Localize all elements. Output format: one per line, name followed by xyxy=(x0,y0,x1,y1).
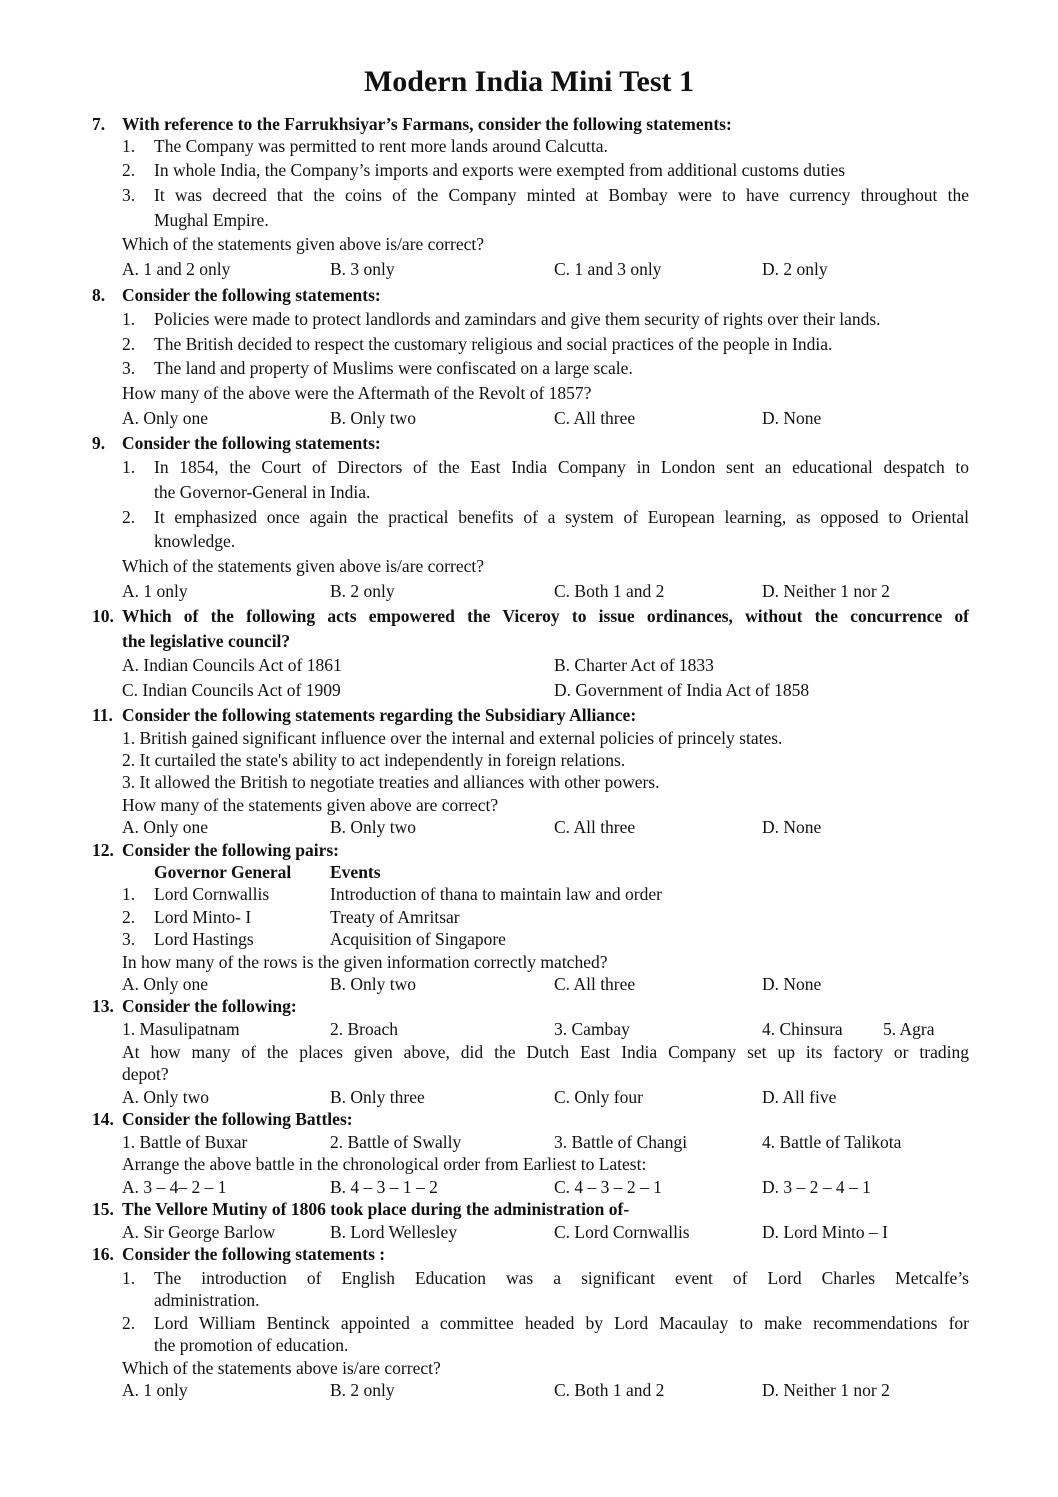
question-7 xyxy=(0,113,1058,135)
pair-row: 3. Lord Hastings Acquisition of Singapore xyxy=(122,929,506,949)
option-c[interactable]: C. Only four xyxy=(554,1087,643,1107)
question-text: With reference to the Farrukhsiyar’s Farmans, consider the following statements: xyxy=(122,114,732,134)
option-a[interactable]: A. Indian Councils Act of 1861 xyxy=(122,655,342,675)
question-text: Consider the following statements regarding the Subsidiary Alliance: xyxy=(122,705,637,725)
option-a[interactable]: A. Only one xyxy=(122,974,209,994)
question-text: Consider the following Battles: xyxy=(122,1109,353,1129)
option-d[interactable]: D. 2 only xyxy=(762,259,828,279)
question-prompt: At how many of the places given above, did the Dutch East India Company set up its factory or trading xyxy=(122,1042,969,1062)
option-a[interactable]: A. 1 only xyxy=(122,1380,188,1400)
column-header: Governor General xyxy=(154,862,292,882)
place-list: 1. Masulipatnam 2. Broach 3. Cambay 4. Chinsura 5. Agra xyxy=(122,1019,935,1039)
question-number: 7. xyxy=(92,114,106,134)
answer-options xyxy=(0,1379,1058,1401)
option-b[interactable]: B. Charter Act of 1833 xyxy=(554,655,714,675)
statement: 3. It was decreed that the coins of the Company minted at Bombay were to have currency throughout the xyxy=(122,185,969,205)
pair-row: 1. Lord Cornwallis Introduction of thana to maintain law and order xyxy=(122,884,662,904)
question-14 xyxy=(0,1108,1058,1130)
option-b[interactable]: B. 3 only xyxy=(330,259,395,279)
column-header: Events xyxy=(330,862,381,882)
option-b[interactable]: B. Only two xyxy=(330,408,417,428)
option-c[interactable]: C. All three xyxy=(554,817,636,837)
statement: 2. In whole India, the Company’s imports and exports were exempted from additional customs duties xyxy=(122,160,846,180)
statement-continuation: the Governor-General in India. xyxy=(154,482,371,502)
option-c[interactable]: C. Both 1 and 2 xyxy=(554,1380,665,1400)
option-b[interactable]: B. 2 only xyxy=(330,1380,395,1400)
option-a[interactable]: A. 3 – 4– 2 – 1 xyxy=(122,1177,227,1197)
question-prompt: How many of the above were the Aftermath of the Revolt of 1857? xyxy=(122,383,592,403)
option-d[interactable]: D. Lord Minto – I xyxy=(762,1222,888,1242)
question-number: 9. xyxy=(92,433,106,453)
option-b[interactable]: B. Only two xyxy=(330,817,417,837)
option-a[interactable]: A. Only one xyxy=(122,817,209,837)
pairs-header xyxy=(0,861,1058,883)
option-c[interactable]: C. 1 and 3 only xyxy=(554,259,662,279)
question-prompt: How many of the statements given above are correct? xyxy=(122,795,499,815)
question-number: 15. xyxy=(92,1199,114,1219)
statement: 1. The introduction of English Education was a significant event of Lord Charles Metcalfe’s xyxy=(122,1268,969,1288)
statement: 1. British gained significant influence over the internal and external policies of princely states. xyxy=(122,728,783,748)
statement: 1. In 1854, the Court of Directors of the East India Company in London sent an educational despatch to xyxy=(122,457,969,477)
option-c[interactable]: C. All three xyxy=(554,408,636,428)
question-number: 10. xyxy=(92,606,114,626)
answer-options xyxy=(0,1176,1058,1198)
option-b[interactable]: B. 2 only xyxy=(330,581,395,601)
option-a[interactable]: A. Only one xyxy=(122,408,209,428)
answer-options xyxy=(0,816,1058,838)
option-c[interactable]: C. Both 1 and 2 xyxy=(554,581,665,601)
question-number: 8. xyxy=(92,285,106,305)
question-13 xyxy=(0,995,1058,1017)
page-title: Modern India Mini Test 1 xyxy=(363,65,695,98)
question-9 xyxy=(0,432,1058,454)
option-c[interactable]: C. Indian Councils Act of 1909 xyxy=(122,680,341,700)
option-d[interactable]: D. Government of India Act of 1858 xyxy=(554,680,810,700)
option-d[interactable]: D. 3 – 2 – 4 – 1 xyxy=(762,1177,871,1197)
option-a[interactable]: A. 1 and 2 only xyxy=(122,259,231,279)
statement: 2. Lord William Bentinck appointed a committee headed by Lord Macaulay to make recommendations for xyxy=(122,1313,969,1333)
option-b[interactable]: B. Only two xyxy=(330,974,417,994)
statement: 1. Policies were made to protect landlords and zamindars and give them security of rights over their lands. xyxy=(122,309,881,329)
question-prompt: Which of the statements above is/are correct? xyxy=(122,1358,441,1378)
pair-row: 2. Lord Minto- I Treaty of Amritsar xyxy=(122,907,460,927)
answer-options xyxy=(0,654,1058,676)
question-8 xyxy=(0,284,1058,306)
option-c[interactable]: C. 4 – 3 – 2 – 1 xyxy=(554,1177,662,1197)
question-text: Consider the following statements: xyxy=(122,433,381,453)
question-text: Which of the following acts empowered the Viceroy to issue ordinances, without the concurrence of xyxy=(122,606,969,626)
statement: 2. The British decided to respect the customary religious and social practices of the people in India. xyxy=(122,334,833,354)
question-prompt-continuation: depot? xyxy=(122,1064,169,1084)
answer-options xyxy=(0,973,1058,995)
question-number: 14. xyxy=(92,1109,114,1129)
answer-options xyxy=(0,679,1058,701)
option-c[interactable]: C. All three xyxy=(554,974,636,994)
option-d[interactable]: D. None xyxy=(762,408,822,428)
statement-continuation: administration. xyxy=(154,1290,260,1310)
question-text: Consider the following statements: xyxy=(122,285,381,305)
question-prompt: In how many of the rows is the given information correctly matched? xyxy=(122,952,608,972)
question-16 xyxy=(0,1243,1058,1265)
option-a[interactable]: A. Only two xyxy=(122,1087,210,1107)
question-number: 12. xyxy=(92,840,114,860)
question-prompt: Arrange the above battle in the chronological order from Earliest to Latest: xyxy=(122,1154,647,1174)
option-d[interactable]: D. All five xyxy=(762,1087,837,1107)
question-text: Consider the following statements : xyxy=(122,1244,386,1264)
question-text-continuation: the legislative council? xyxy=(122,631,291,651)
question-prompt: Which of the statements given above is/are correct? xyxy=(122,234,484,254)
option-d[interactable]: D. Neither 1 nor 2 xyxy=(762,581,890,601)
option-d[interactable]: D. None xyxy=(762,817,822,837)
statement: 2. It emphasized once again the practical benefits of a system of European learning, as opposed to Oriental xyxy=(122,507,969,527)
statement: 3. The land and property of Muslims were confiscated on a large scale. xyxy=(122,358,633,378)
statement-continuation: knowledge. xyxy=(154,531,236,551)
answer-options xyxy=(0,580,1058,602)
question-prompt: Which of the statements given above is/are correct? xyxy=(122,556,484,576)
question-text: Consider the following pairs: xyxy=(122,840,339,860)
answer-options xyxy=(0,258,1058,280)
question-number: 11. xyxy=(92,705,113,725)
option-b[interactable]: B. Only three xyxy=(330,1087,425,1107)
question-12 xyxy=(0,839,1058,861)
option-d[interactable]: D. None xyxy=(762,974,822,994)
statement: 2. It curtailed the state's ability to act independently in foreign relations. xyxy=(122,750,626,770)
question-text: Consider the following: xyxy=(122,996,297,1016)
option-d[interactable]: D. Neither 1 nor 2 xyxy=(762,1380,890,1400)
statement: 1. The Company was permitted to rent more lands around Calcutta. xyxy=(122,136,608,156)
option-a[interactable]: A. Sir George Barlow xyxy=(122,1222,276,1242)
answer-options xyxy=(0,407,1058,429)
statement-continuation: the promotion of education. xyxy=(154,1335,349,1355)
statement: 3. It allowed the British to negotiate treaties and alliances with other powers. xyxy=(122,772,660,792)
option-a[interactable]: A. 1 only xyxy=(122,581,188,601)
statement-continuation: Mughal Empire. xyxy=(154,210,269,230)
option-b[interactable]: B. Lord Wellesley xyxy=(330,1222,458,1242)
question-number: 16. xyxy=(92,1244,114,1264)
question-number: 13. xyxy=(92,996,114,1016)
battle-list: 1. Battle of Buxar 2. Battle of Swally 3. Battle of Changi 4. Battle of Talikota xyxy=(122,1132,902,1152)
option-c[interactable]: C. Lord Cornwallis xyxy=(554,1222,690,1242)
question-15 xyxy=(0,1198,1058,1220)
answer-options xyxy=(0,1086,1058,1108)
question-10 xyxy=(0,605,1058,627)
option-b[interactable]: B. 4 – 3 – 1 – 2 xyxy=(330,1177,438,1197)
question-text: The Vellore Mutiny of 1806 took place during the administration of- xyxy=(122,1199,630,1219)
answer-options xyxy=(0,1221,1058,1243)
question-11 xyxy=(0,704,1058,726)
